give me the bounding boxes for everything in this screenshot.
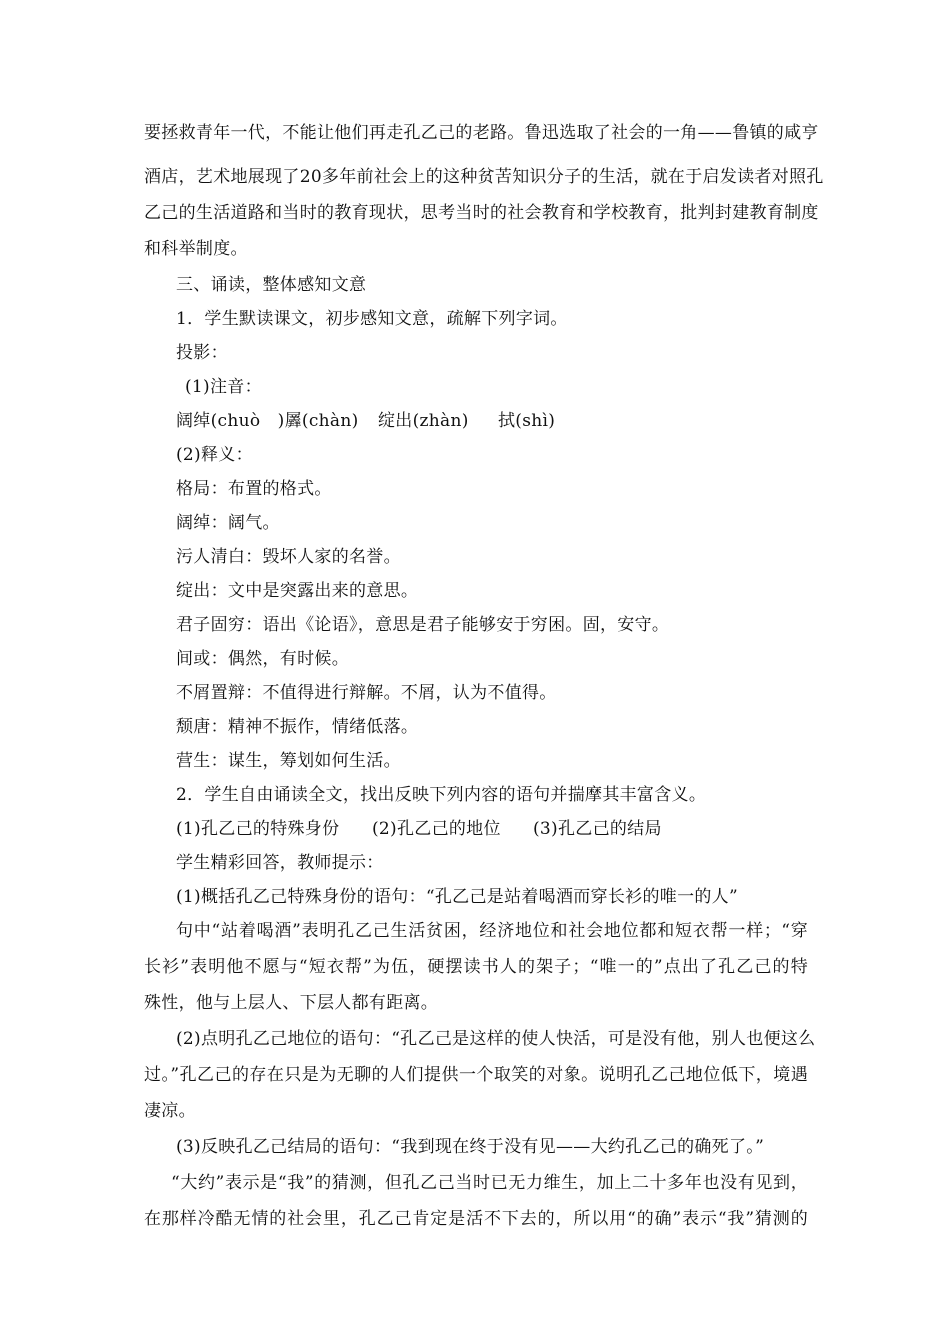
text-line: (1)注音：	[185, 377, 262, 397]
text-line: 2．学生自由诵读全文，找出反映下列内容的语句并揣摩其丰富含义。	[176, 785, 707, 805]
definition-item: 格局：布置的格式。	[176, 479, 332, 499]
definition-item: 绽出：文中是突露出来的意思。	[176, 581, 419, 601]
question-item: (2)孔乙己的地位	[372, 819, 501, 839]
text-line: 句中“站着喝酒”表明孔乙己生活贫困，经济地位和社会地位都和短衣帮一样；“穿	[176, 921, 808, 941]
definition-item: 阔绰：阔气。	[176, 513, 280, 533]
definition-item: 营生：谋生，筹划如何生活。	[176, 751, 401, 771]
text-line: (2)点明孔乙己地位的语句：“孔乙己是这样的使人快活，可是没有他，别人也便这么	[176, 1029, 816, 1049]
text-line: 乙己的生活道路和当时的教育现状，思考当时的社会教育和学校教育，批判封建教育制度	[144, 203, 819, 223]
text-line: 凄凉。	[144, 1101, 196, 1121]
text-line: 学生精彩回答，教师提示：	[176, 853, 384, 873]
text-line: 殊性，他与上层人、下层人都有距离。	[144, 993, 439, 1013]
text-line: 过。”孔乙己的存在只是为无聊的人们提供一个取笑的对象。说明孔乙己地位低下，境遇	[144, 1065, 808, 1085]
pronunciation-item: 拭(shì)	[498, 411, 556, 431]
text-line: 和科举制度。	[144, 239, 248, 259]
text-line: 要拯救青年一代，不能让他们再走孔乙己的老路。鲁迅选取了社会的一角——鲁镇的咸亨	[144, 123, 819, 143]
text-line: (3)反映孔乙己结局的语句：“我到现在终于没有见——大约孔乙己的确死了。”	[176, 1137, 765, 1157]
definition-item: 间或：偶然，有时候。	[176, 649, 349, 669]
definition-item: 君子固穷：语出《论语》，意思是君子能够安于穷困。固，安守。	[176, 615, 670, 635]
text-line: 酒店，艺术地展现了20多年前社会上的这种贫苦知识分子的生活，就在于启发读者对照孔	[144, 167, 824, 187]
text-line: (1)概括孔乙己特殊身份的语句：“孔乙己是站着喝酒而穿长衫的唯一的人”	[176, 887, 738, 907]
definition-item: 不屑置辩：不值得进行辩解。不屑，认为不值得。	[176, 683, 557, 703]
text-line: 1．学生默读课文，初步感知文意，疏解下列字词。	[176, 309, 568, 329]
pronunciation-item: 绽出(zhàn)	[378, 411, 469, 431]
text-line: (2)释义：	[176, 445, 253, 465]
pronunciation-item: 阔绰(chuò )羼(chàn)	[176, 411, 359, 431]
question-item: (1)孔乙己的特殊身份	[176, 819, 340, 839]
text-line: 投影：	[176, 343, 228, 363]
section-heading: 三、诵读，整体感知文意	[176, 275, 367, 295]
text-line: “大约”表示是“我”的猜测，但孔乙己当时已无力维生，加上二十多年也没有见到，	[171, 1173, 808, 1193]
definition-item: 颓唐：精神不振作，情绪低落。	[176, 717, 419, 737]
text-line: 在那样冷酷无情的社会里，孔乙己肯定是活不下去的，所以用“的确”表示“我”猜测的	[144, 1209, 808, 1229]
text-line: 长衫”表明他不愿与“短衣帮”为伍，硬摆读书人的架子；“唯一的”点出了孔乙己的特	[144, 957, 808, 977]
definition-item: 污人清白：毁坏人家的名誉。	[176, 547, 401, 567]
question-item: (3)孔乙己的结局	[533, 819, 662, 839]
